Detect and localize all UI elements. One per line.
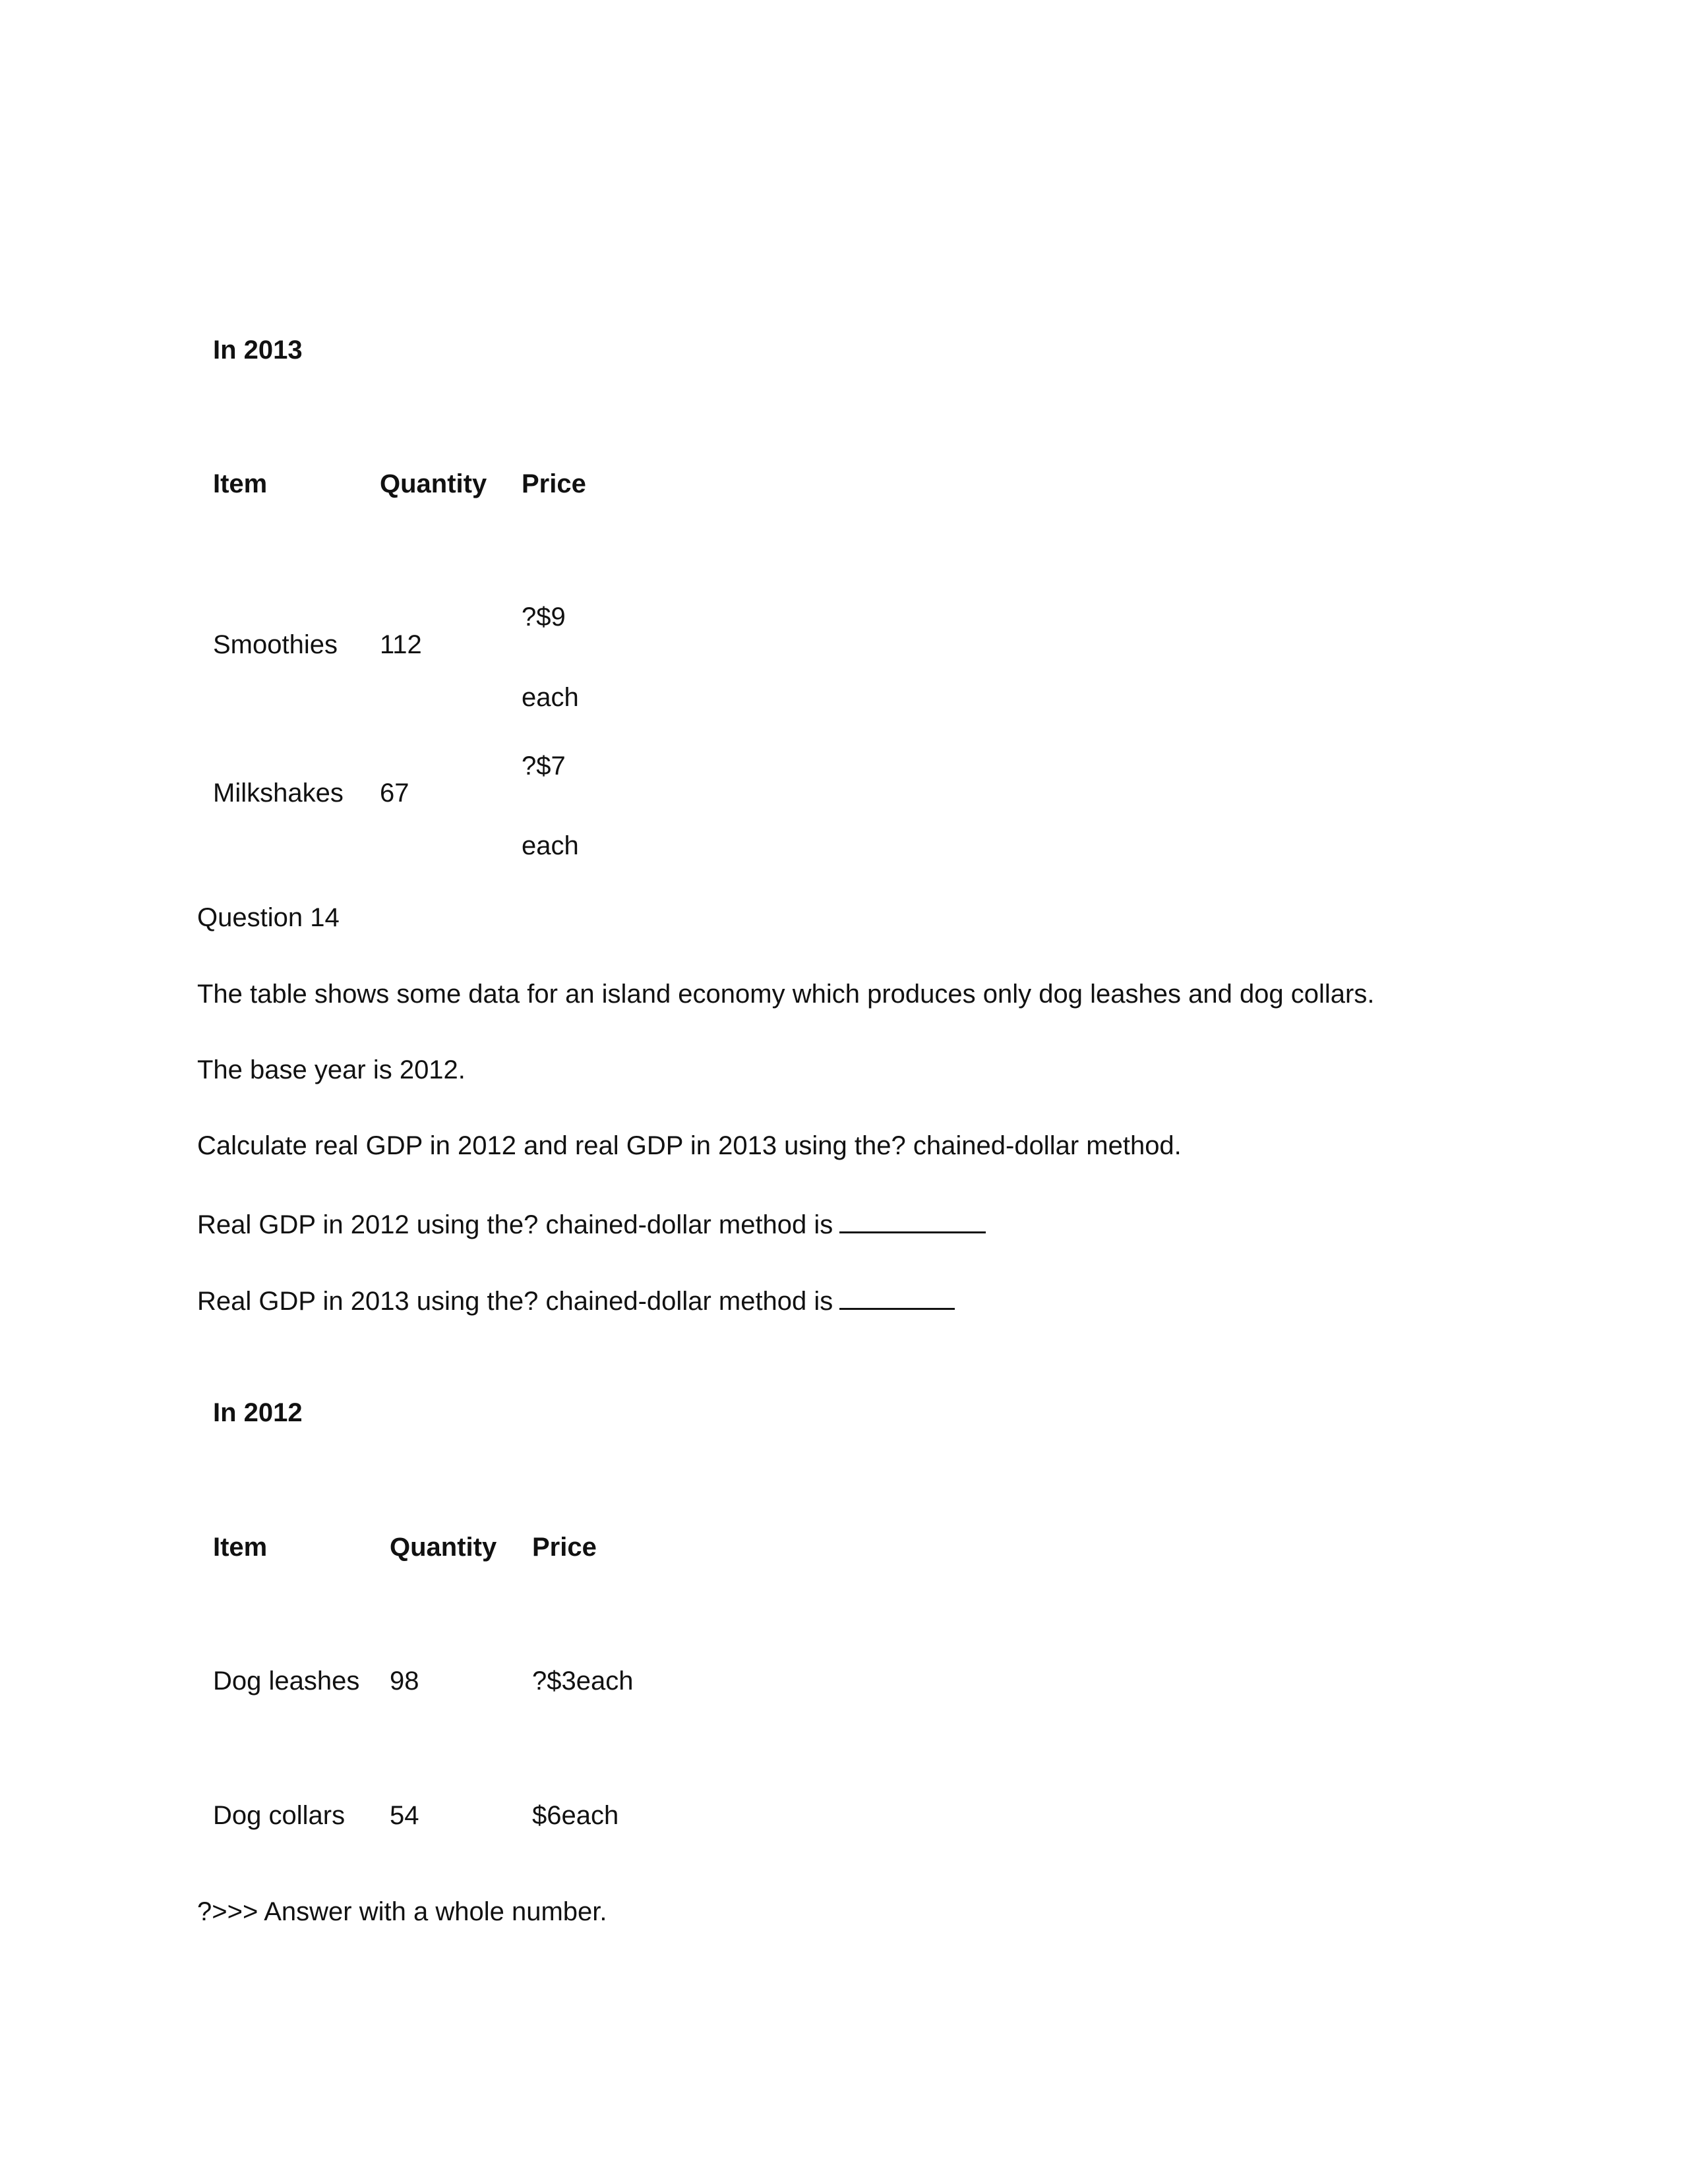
table-2012-row1-price: ?$3each — [532, 1667, 634, 1696]
answer-blank-2013[interactable] — [839, 1285, 955, 1310]
table-2012-row2-price: $6each — [532, 1801, 619, 1830]
answer-note: ?>>> Answer with a whole number. — [197, 1897, 607, 1926]
question-prompt-2012-line — [197, 1209, 986, 1238]
table-2013-row1-quantity: 112 — [380, 630, 422, 659]
question-base-year: The base year is 2012. — [197, 1055, 466, 1084]
table-2013-row2-price: ?$7 — [522, 752, 566, 781]
table-2012-col-price: Price — [532, 1533, 597, 1562]
table-2013-col-item: Item — [213, 469, 268, 498]
table-2013-col-quantity: Quantity — [380, 469, 487, 498]
table-2012-row2-quantity: 54 — [390, 1801, 419, 1830]
question-prompt-2013: Real GDP in 2013 using the? chained-dollar method is — [197, 1287, 833, 1316]
question-intro: The table shows some data for an island economy which produces only dog leashes and dog collars. — [197, 980, 1375, 1009]
table-2013-row1-item: Smoothies — [213, 630, 338, 659]
table-2013-row2-price-unit: each — [522, 831, 579, 860]
question-instruction: Calculate real GDP in 2012 and real GDP in 2013 using the? chained-dollar method. — [197, 1131, 1182, 1160]
answer-blank-2012[interactable] — [839, 1209, 986, 1233]
question-prompt-2013-line — [197, 1285, 955, 1314]
table-2012-heading: In 2012 — [213, 1398, 303, 1427]
table-2013-row1-price-unit: each — [522, 683, 579, 712]
question-number: Question 14 — [197, 903, 340, 932]
table-2012-row1-quantity: 98 — [390, 1667, 419, 1696]
table-2013-row1-price: ?$9 — [522, 603, 566, 632]
table-2012-col-item: Item — [213, 1533, 268, 1562]
table-2012-row2-item: Dog collars — [213, 1801, 346, 1830]
table-2012-row1-item: Dog leashes — [213, 1667, 360, 1696]
table-2013-col-price: Price — [522, 469, 586, 498]
table-2013-row2-item: Milkshakes — [213, 779, 344, 808]
table-2013-heading: In 2013 — [213, 336, 303, 365]
table-2012-col-quantity: Quantity — [390, 1533, 497, 1562]
table-2013-row2-quantity: 67 — [380, 779, 409, 808]
question-prompt-2012: Real GDP in 2012 using the? chained-dollar method is — [197, 1210, 833, 1239]
